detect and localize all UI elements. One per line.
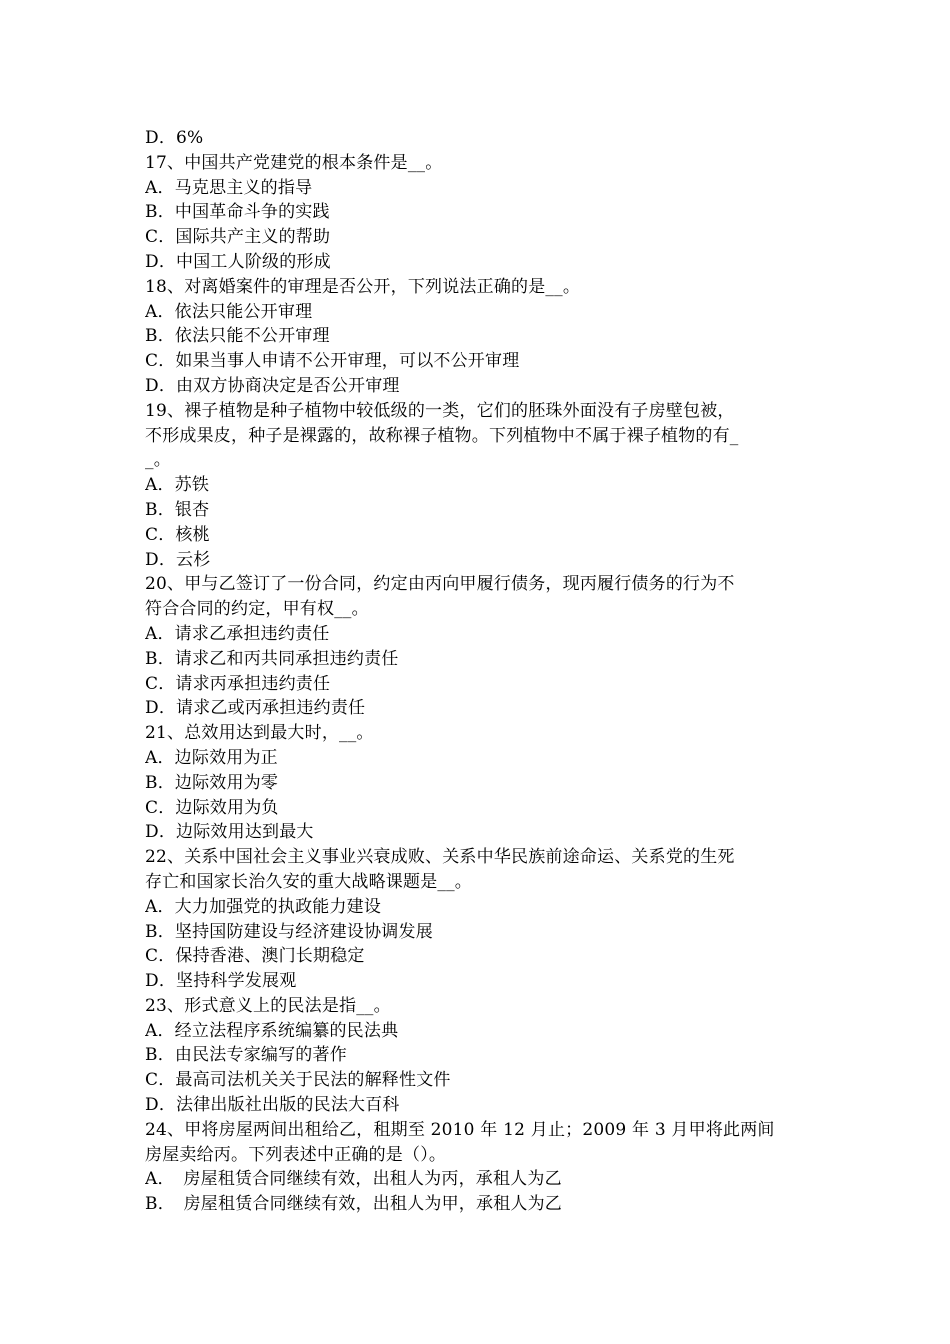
- option-c-q20: C．请求丙承担违约责任: [145, 673, 331, 694]
- option-b-q18: B．依法只能不公开审理: [145, 326, 330, 347]
- question-22-line-1: 22、关系中国社会主义事业兴衰成败、关系中华民族前途命运、关系党的生死: [145, 847, 735, 868]
- document-body: [145, 126, 810, 1217]
- question-20-line-2: 符合合同的约定，甲有权__。: [145, 599, 369, 620]
- option-a-q19: A．苏铁: [145, 475, 210, 496]
- question-23: 23、形式意义上的民法是指__。: [145, 995, 391, 1016]
- question-18: 18、对离婚案件的审理是否公开，下列说法正确的是__。: [145, 276, 581, 297]
- option-d-q21: D．边际效用达到最大: [145, 822, 314, 843]
- option-c-q19: C．核桃: [145, 524, 210, 545]
- option-b-q19: B．银杏: [145, 499, 210, 520]
- option-b-q21: B．边际效用为零: [145, 772, 279, 793]
- option-a-q22: A．大力加强党的执政能力建设: [145, 896, 382, 917]
- option-d-q18: D．由双方协商决定是否公开审理: [145, 375, 400, 396]
- option-d-q16: D．6%: [145, 128, 204, 148]
- option-d-q22: D．坚持科学发展观: [145, 971, 297, 992]
- option-b-q17: B．中国革命斗争的实践: [145, 202, 330, 223]
- option-a-q21: A．边际效用为正: [145, 747, 278, 768]
- question-19-line-3: _。: [145, 450, 171, 471]
- question-19-line-1: 19、裸子植物是种子植物中较低级的一类，它们的胚珠外面没有子房壁包被，: [145, 400, 735, 421]
- option-b-q24: B． 房屋租赁合同继续有效，出租人为甲，承租人为乙: [145, 1194, 562, 1215]
- option-a-q20: A．请求乙承担违约责任: [145, 623, 330, 644]
- question-24-line-2: 房屋卖给丙。下列表述中正确的是（）。: [145, 1144, 447, 1165]
- option-a-q23: A．经立法程序系统编纂的民法典: [145, 1020, 399, 1041]
- option-d-q23: D．法律出版社出版的民法大百科: [145, 1095, 400, 1116]
- question-19-line-2: 不形成果皮，种子是裸露的，故称裸子植物。下列植物中不属于裸子植物的有_: [145, 425, 739, 446]
- option-c-q17: C．国际共产主义的帮助: [145, 227, 331, 248]
- question-20-line-1: 20、甲与乙签订了一份合同，约定由丙向甲履行债务，现丙履行债务的行为不: [145, 574, 735, 595]
- option-d-q19: D．云杉: [145, 549, 211, 570]
- option-c-q21: C．边际效用为负: [145, 797, 279, 818]
- option-d-q17: D．中国工人阶级的形成: [145, 251, 331, 272]
- option-c-q22: C．保持香港、澳门长期稳定: [145, 946, 365, 967]
- question-21: 21、总效用达到最大时，__。: [145, 723, 374, 744]
- option-b-q23: B．由民法专家编写的著作: [145, 1045, 347, 1066]
- option-c-q18: C．如果当事人申请不公开审理，可以不公开审理: [145, 351, 520, 372]
- option-b-q22: B．坚持国防建设与经济建设协调发展: [145, 921, 433, 942]
- question-24-line-1: 24、甲将房屋两间出租给乙，租期至 2010 年 12 月止；2009 年 3 月甲将此两间: [145, 1119, 775, 1140]
- option-b-q20: B．请求乙和丙共同承担违约责任: [145, 648, 399, 669]
- option-a-q17: A．马克思主义的指导: [145, 177, 313, 198]
- option-a-q18: A．依法只能公开审理: [145, 301, 313, 322]
- question-22-line-2: 存亡和国家长治久安的重大战略课题是__。: [145, 871, 472, 892]
- option-d-q20: D．请求乙或丙承担违约责任: [145, 698, 366, 719]
- question-17: 17、中国共产党建党的根本条件是__。: [145, 152, 443, 173]
- option-c-q23: C．最高司法机关关于民法的解释性文件: [145, 1070, 451, 1091]
- option-a-q24: A． 房屋租赁合同继续有效，出租人为丙，承租人为乙: [145, 1169, 562, 1190]
